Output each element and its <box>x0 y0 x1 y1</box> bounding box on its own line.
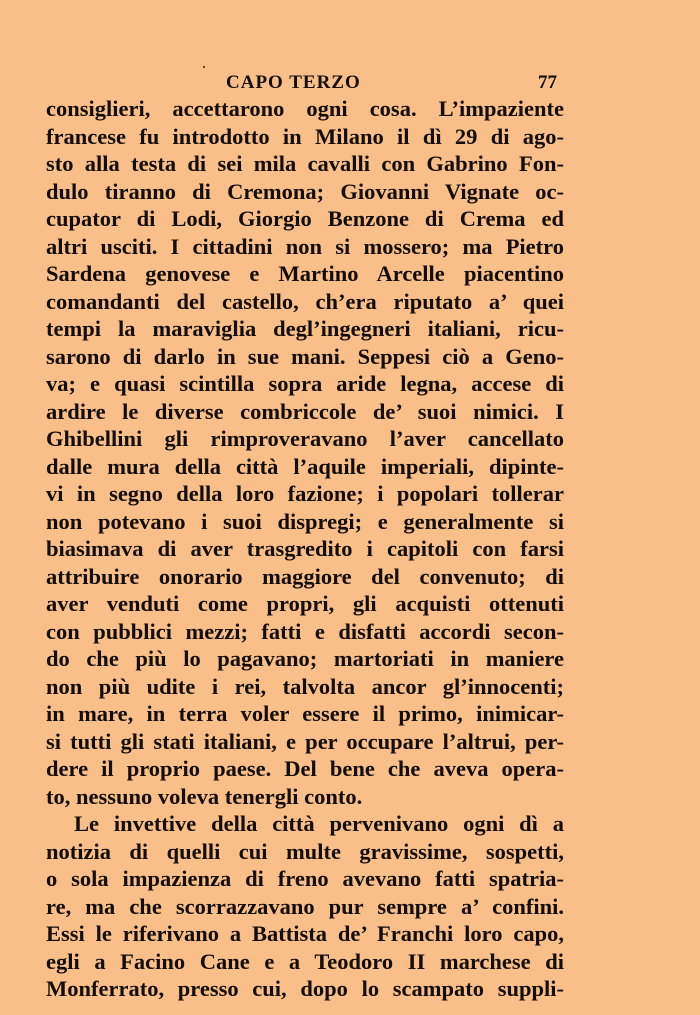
text-line: altri usciti. I cittadini non si mossero; ma Pietro <box>46 233 564 259</box>
text-line: biasimava di aver trasgredito i capitoli con farsi <box>46 536 564 561</box>
paragraph-first-line: Le invettive della città pervenivano ogni dì a <box>74 811 564 836</box>
text-line: attribuire onorario maggiore del convenuto; di <box>46 563 564 589</box>
text-line: comandanti del castello, ch’era riputato a’ quei <box>46 288 564 314</box>
text-line: do che più lo pagavano; martoriati in maniere <box>46 646 564 671</box>
text-line: re, ma che scorrazzavano pur sempre a’ confini. <box>46 893 564 919</box>
text-line: cupator di Lodi, Giorgio Benzone di Crema ed <box>46 206 564 231</box>
text-line: Essi le riferivano a Battista de’ Franchi loro capo, <box>46 921 564 946</box>
text-line: ardire le diverse combriccole de’ suoi nimici. I <box>46 398 564 424</box>
text-line: Ghibellini gli rimproveravano l’aver cancellato <box>46 426 564 451</box>
text-line: non più udite i rei, talvolta ancor gl’innocenti; <box>46 673 564 699</box>
text-line: sarono di darlo in sue mani. Seppesi ciò a Geno- <box>46 343 564 369</box>
text-line: o sola impazienza di freno avevano fatti spatria- <box>46 866 564 891</box>
text-line: consiglieri, accettarono ogni cosa. L’impaziente <box>46 96 564 121</box>
text-line: dulo tiranno di Cremona; Giovanni Vignate oc- <box>46 178 564 204</box>
text-line: Sardena genovese e Martino Arcelle piacentino <box>46 261 564 286</box>
text-line: Monferrato, presso cui, dopo lo scampato suppli- <box>46 976 564 1001</box>
text-line: dere il proprio paese. Del bene che aveva opera- <box>46 756 564 781</box>
text-line: dalle mura della città l’aquile imperiali, dipinte- <box>46 453 564 479</box>
text-line: si tutti gli stati italiani, e per occupare l’altrui, per- <box>46 728 564 754</box>
text-line: in mare, in terra voler essere il primo, inimicar- <box>46 701 564 726</box>
text-line: aver venduti come propri, gli acquisti ottenuti <box>46 591 564 616</box>
text-line: vi in segno della loro fazione; i popolari tollerar <box>46 481 564 506</box>
text-line: con pubblici mezzi; fatti e disfatti accordi secon- <box>46 618 564 644</box>
paragraph-last-line: to, nessuno voleva tenergli conto. <box>46 783 363 809</box>
ink-speck <box>203 66 205 68</box>
text-line: francese fu introdotto in Milano il dì 29 di ago- <box>46 123 564 149</box>
text-line: egli a Facino Cane e a Teodoro II marchese di <box>46 948 564 974</box>
text-line: non potevano i suoi dispregi; e generalmente si <box>46 508 564 534</box>
text-line: tempi la maraviglia degl’ingegneri italiani, ricu- <box>46 316 564 341</box>
text-line: va; e quasi scintilla sopra aride legna, accese di <box>46 371 564 396</box>
page-number: 77 <box>538 72 557 93</box>
text-line: sto alla testa di sei mila cavalli con Gabrino Fon- <box>46 151 564 176</box>
text-line: notizia di quelli cui multe gravissime, sospetti, <box>46 838 564 864</box>
running-title: CAPO TERZO <box>226 72 361 93</box>
